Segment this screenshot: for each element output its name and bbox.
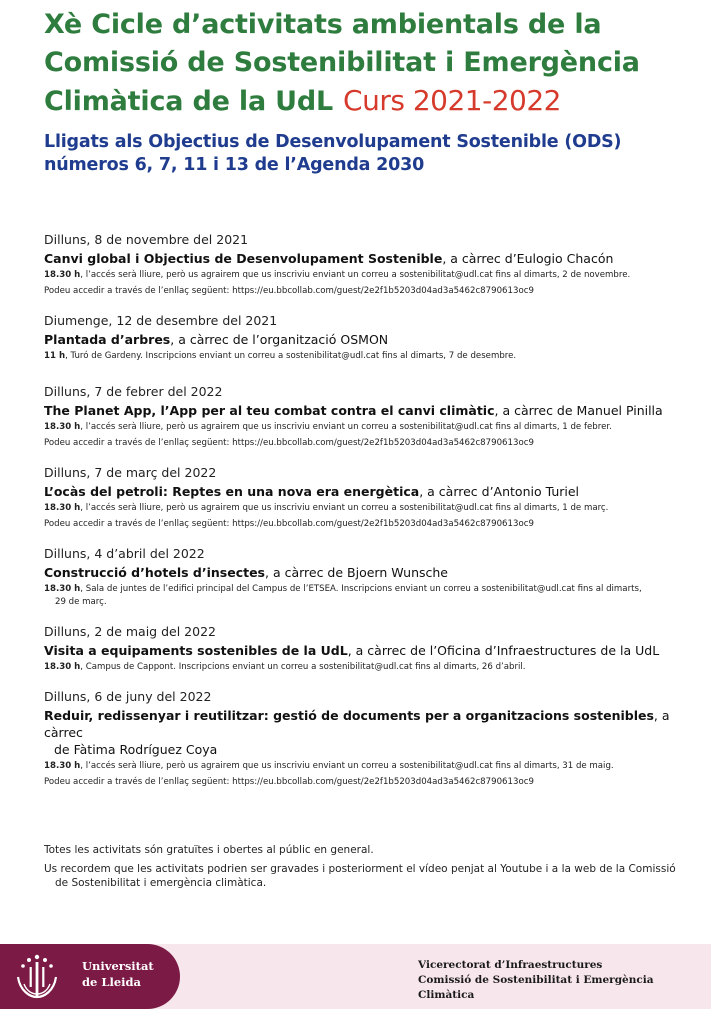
note-free-activities: Totes les activitats són gratuïtes i obertes al públic en general.: [44, 844, 374, 856]
event-time: 18.30 h: [44, 761, 81, 771]
university-name: [82, 958, 154, 990]
event-time: 18.30 h: [44, 270, 81, 280]
event-title-line: [44, 564, 694, 581]
event-details-text: , l’accés serà lliure, però us agrairem que us inscriviu enviant un correu a sostenibilitat@udl.cat fins al dimarts, 2 de novembre.: [80, 270, 631, 280]
event-title-line: [44, 642, 694, 659]
subtitle-line-1: Lligats als Objectius de Desenvolupament Sostenible (ODS): [44, 132, 622, 152]
event-title-line: [44, 250, 694, 267]
university-name-line-1: Universitat: [82, 959, 154, 973]
event-date: Dilluns, 8 de novembre del 2021: [44, 232, 249, 247]
event-details-text: , l’accés serà lliure, però us agrairem que us inscriviu enviant un correu a sostenibilitat@udl.cat fins al dimarts, 1 de març.: [80, 503, 609, 513]
event-details-text: , Sala de juntes de l’edifici principal del Campus de l’ETSEA. Inscripcions enviant un correu a sostenibilitat@udl.cat fins al dimarts,: [80, 584, 642, 594]
event-details-text: , l’accés serà lliure, però us agrairem que us inscriviu enviant un correu a sostenibilitat@udl.cat fins al dimarts, 31 de maig.: [80, 761, 614, 771]
university-name-line-2: de Lleida: [82, 975, 141, 989]
note-recording-text: Us recordem que les activitats podrien ser gravades i posteriorment el vídeo penjat al Youtube i a la web de la Comissió: [44, 863, 676, 875]
event-details-text: , l’accés serà lliure, però us agrairem que us inscriviu enviant un correu a sostenibilitat@udl.cat fins al dimarts, 1 de febrer.: [80, 422, 612, 432]
event-details: [44, 350, 694, 363]
event-details: [44, 583, 694, 609]
event-title: Construcció d’hotels d’insectes: [44, 565, 265, 580]
event-item: [44, 383, 694, 450]
event-item: [44, 545, 694, 609]
event-details: [44, 269, 694, 282]
note-recording: [44, 862, 694, 890]
event-time: 18.30 h: [44, 422, 81, 432]
event-speaker: , a càrrec de l’Oficina d’Infraestructures de la UdL: [347, 643, 660, 658]
event-speaker-continuation: de Fàtima Rodríguez Coya: [54, 742, 218, 757]
event-access-link[interactable]: Podeu accedir a través de l’enllaç següent: https://eu.bbcollab.com/guest/2e2f1b5203d04ad3a5462c8790613oc9: [44, 438, 534, 448]
event-details: [44, 760, 694, 773]
event-time: 18.30 h: [44, 503, 81, 513]
poster-title: [44, 6, 704, 121]
event-details: [44, 661, 694, 674]
event-date: Dilluns, 6 de juny del 2022: [44, 689, 212, 704]
event-title-line: [44, 402, 694, 419]
event-item: [44, 312, 694, 363]
event-time: 11 h: [44, 351, 66, 361]
title-line-2: Comissió de Sostenibilitat i Emergència: [44, 47, 640, 78]
event-title: The Planet App, l’App per al teu combat contra el canvi climàtic: [44, 403, 495, 418]
poster-header: [44, 6, 704, 177]
note-recording-continuation: de Sostenibilitat i emergència climàtica.: [55, 877, 267, 889]
title-line-1: Xè Cicle d’activitats ambientals de la: [44, 9, 602, 40]
event-title: Visita a equipaments sostenibles de la UdL: [44, 643, 348, 658]
event-speaker: , a càrrec d’Eulogio Chacón: [442, 251, 614, 266]
poster-subtitle: [44, 131, 704, 177]
event-details-continuation: 29 de març.: [55, 597, 107, 607]
event-access-link[interactable]: Podeu accedir a través de l’enllaç següent: https://eu.bbcollab.com/guest/2e2f1b5203d04ad3a5462c8790613oc9: [44, 777, 534, 787]
event-title: Reduir, redissenyar i reutilitzar: gestió de documents per a organitzacions sostenibles: [44, 708, 654, 723]
event-date: Dilluns, 7 de març del 2022: [44, 465, 217, 480]
university-brand: [0, 944, 180, 1009]
event-details: [44, 421, 694, 434]
event-title: Canvi global i Objectius de Desenvolupament Sostenible: [44, 251, 443, 266]
title-line-3: Climàtica de la UdL: [44, 86, 334, 117]
event-speaker: , a càrrec de Manuel Pinilla: [494, 403, 663, 418]
event-date: Diumenge, 12 de desembre del 2021: [44, 313, 278, 328]
event-item: [44, 688, 694, 789]
event-item: [44, 231, 694, 298]
event-item: [44, 623, 694, 674]
event-title-line: [44, 331, 694, 348]
event-title: Plantada d’arbres: [44, 332, 171, 347]
event-speaker: , a càrrec de Bjoern Wunsche: [265, 565, 448, 580]
event-details-text: , Campus de Cappont. Inscripcions enviant un correu a sostenibilitat@udl.cat fins al dimarts, 26 d’abril.: [80, 662, 526, 672]
events-list: [44, 231, 694, 803]
event-date: Dilluns, 4 d’abril del 2022: [44, 546, 205, 561]
subtitle-line-2: números 6, 7, 11 i 13 de l’Agenda 2030: [44, 155, 425, 175]
event-details: [44, 502, 694, 515]
vicerectorate-name: Vicerectorat d’Infraestructures: [418, 959, 603, 971]
event-title: L’ocàs del petroli: Reptes en una nova era energètica: [44, 484, 420, 499]
event-speaker: , a càrrec de l’organització OSMON: [170, 332, 389, 347]
event-speaker: , a càrrec d’Antonio Turiel: [419, 484, 580, 499]
vicerectorate-info: [418, 958, 711, 1003]
event-time: 18.30 h: [44, 584, 81, 594]
event-item: [44, 464, 694, 531]
commission-name: Comissió de Sostenibilitat i Emergència Climàtica: [418, 974, 654, 1001]
event-time: 18.30 h: [44, 662, 81, 672]
event-title-line: [44, 483, 694, 500]
event-title-line: [44, 707, 694, 758]
university-logo-icon: [12, 951, 62, 1001]
general-notes: [44, 843, 694, 895]
event-date: Dilluns, 2 de maig del 2022: [44, 624, 216, 639]
event-access-link[interactable]: Podeu accedir a través de l’enllaç següent: https://eu.bbcollab.com/guest/2e2f1b5203d04ad3a5462c8790613oc9: [44, 519, 534, 529]
course-year: Curs 2021-2022: [343, 84, 561, 117]
event-details-text: , Turó de Gardeny. Inscripcions enviant un correu a sostenibilitat@udl.cat fins al dimarts, 7 de desembre.: [65, 351, 517, 361]
event-date: Dilluns, 7 de febrer del 2022: [44, 384, 223, 399]
event-speaker: , a càrrec: [44, 708, 670, 740]
event-access-link[interactable]: Podeu accedir a través de l’enllaç següent: https://eu.bbcollab.com/guest/2e2f1b5203d04ad3a5462c8790613oc9: [44, 286, 534, 296]
